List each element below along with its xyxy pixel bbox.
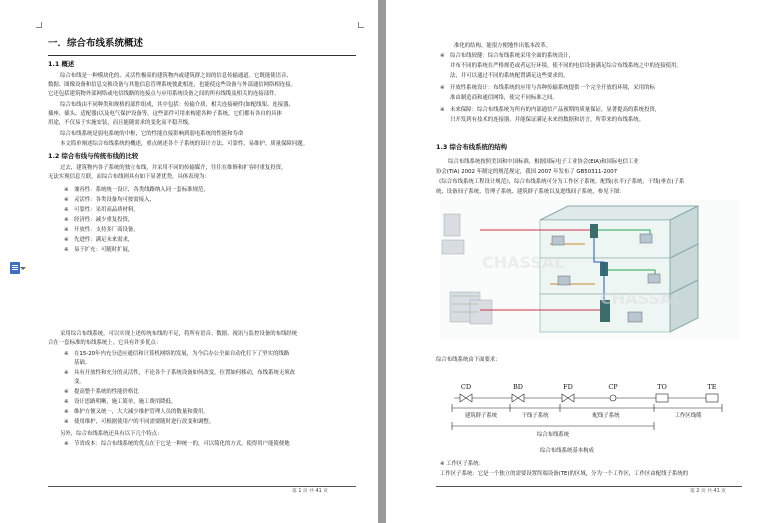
paragraph-line: 插座、插头、适配器)以及电气保护设备等。这些部件可用来构建各种子系统，它们都有各自的具体 xyxy=(48,111,282,117)
crop-mark xyxy=(358,22,364,28)
cabling-illustration xyxy=(440,200,740,340)
page-number: 第 2 页 共 41 页 xyxy=(690,489,726,494)
paragraph-line: 综合布线系统按照美国和中国标准，根据国际电子工业协会(EIA)和国际电信工业 xyxy=(448,159,639,165)
figure-caption: 综合布线系统由下面要求： xyxy=(436,357,501,363)
list-item: ※ 使用维护，可根据使用户的不同需要随时进行改变和调整。 xyxy=(64,419,215,425)
node-fd: FD xyxy=(563,383,573,391)
node-cp: CP xyxy=(608,383,618,391)
paragraph-line: 准化的结构，能很方便地作出低本改革。 xyxy=(454,43,552,49)
svg-text:CHASSAL: CHASSAL xyxy=(482,253,565,272)
list-item: ※ 开放性：支持多厂商设备， xyxy=(64,227,139,233)
diagram-caption: 综合布线系统基本构成 xyxy=(540,448,594,454)
list-item: ※ 兼容性：系统统一设计，各类线路纳入同一套标准规范， xyxy=(64,187,209,193)
paragraph-line: 《综合布线系统工程设计规范》，综合布线系统可分为工作区子系统、配线(水平)子系统、干线(垂直)子系 xyxy=(436,179,685,185)
cabling-structure-diagram xyxy=(448,382,728,452)
list-item: ※ 提高整个系统的性能价格比 xyxy=(64,389,139,395)
list-item: ※ 易于扩充：可随时扩展， xyxy=(64,247,134,253)
list-item: ※ 可靠性：采用高品质材料， xyxy=(64,207,139,213)
footer-rule xyxy=(436,486,742,487)
document-page-left xyxy=(0,0,378,523)
section-heading: 1.1 概述 xyxy=(48,60,75,68)
paragraph-line: 无法实现信息互联，而综合布线则具有如下显著优势，具体表现为： xyxy=(48,174,210,180)
list-item: ※ 未来保障：综合布线系统为所有的内部通信产品预期的质量保证，显著提高的系统投资， xyxy=(440,107,661,113)
label-integrated-cabling: 综合布线系统 xyxy=(536,432,570,438)
paragraph-line: 合在一套标准的布线系统上。它具有许多优点： xyxy=(48,340,162,346)
list-item: ※ 节省成本：综合布线系统的优点在于它是一种统一的，可以简化的方式，使得用户能简便地 xyxy=(64,441,290,447)
node-bd: BD xyxy=(513,383,523,391)
paragraph-line: 协会(TIA) 2002 年制定的规范规定，我国 2007 年发布了 GB50311-2007 xyxy=(436,169,618,175)
building-cabling-graphic xyxy=(440,200,740,340)
node-te: TE xyxy=(707,383,717,391)
node-to: TO xyxy=(657,383,667,391)
chapter-title: 一．综合布线系统概述 xyxy=(48,38,144,49)
paragraph-line: 它还包括建筑物外部网络或电信线路的连接点与应用系统设备之间的所有线缆及相关的连接部件。 xyxy=(48,91,280,97)
paragraph-line: 综合布线由不同种类和规格的部件组成，其中包括：传输介质、相关连接硬件(如配线架、连接器、 xyxy=(60,102,294,108)
paragraph-line: 用途，不仅易于实施安装，而且能随需求的变化而平稳升级。 xyxy=(48,120,194,126)
paragraph-line: 本文简单阐述综合布线系统的概述，重点阐述各个子系统的设计方法、可靠性、易维护、质量保障问题。 xyxy=(60,141,308,147)
label-campus-subsystem: 建筑群子系统 xyxy=(464,413,498,419)
section-heading: 1.3 综合布线系统的结构 xyxy=(436,143,508,151)
paragraph-line: 只开发到有技术的连接器，并能保证满足未来的数据和语言，所带来的布线系统。 xyxy=(450,117,645,123)
paragraph-line: 数据、图像设备和信息交换设备与其他信息管理系统彼此相连，也能使这些设备与外部通信网络相连接。 xyxy=(48,82,296,88)
list-item: ※ 在15-20年内充分适应通信和计算机网络的发展，为今后办公全面自动化打下了坚实的线路 xyxy=(64,351,290,357)
list-item: ※ 具有开放性和充分的灵活性，不论各个子系统设备如何改变，位置如何移动，布线系统无须改 xyxy=(64,370,296,376)
paragraph-line: ※ 工作区子系统： xyxy=(440,461,484,467)
list-item: 变。 xyxy=(74,379,85,385)
node-cd: CD xyxy=(460,383,472,391)
section-heading: 1.2 综合布线与传统布线的比较 xyxy=(48,152,139,160)
label-backbone-subsystem: 干线子系统 xyxy=(521,413,549,419)
svg-text:CHASSAL: CHASSAL xyxy=(600,289,683,308)
page-gutter xyxy=(378,0,386,523)
list-item: 基础。 xyxy=(74,360,91,366)
paragraph-line: 综合布线系统是弱电系统的中枢，它的性能直接影响到弱电系统的性能和寿命 xyxy=(60,131,244,137)
paragraph-line: 另外，综合布线系统还具有以下几个特点： xyxy=(60,431,163,437)
paragraph-line: 准由制造商和通信网络，使完不同标准之间。 xyxy=(450,95,558,101)
paragraph-line: 工作区子系统：它是一个独立的需要设置终端设备(TE)的区域，分为一个工作区，工作区由配线子系统的 xyxy=(440,471,689,477)
list-item: ※ 维护方便又统一，大大减少维护管理人员的数量和费用。 xyxy=(64,409,209,415)
label-work-area-cable: 工作区线缆 xyxy=(674,413,702,419)
crop-mark xyxy=(36,22,42,28)
document-icon[interactable] xyxy=(10,262,20,274)
paragraph-line: 过去，建筑物内各子系统的独立布线，并采用不同的传输媒介，往往在维修和扩容时重复投资， xyxy=(60,165,287,171)
paragraph-line: 统、设备间子系统、管理子系统、建筑群子系统以及进线间子系统，参见下图： xyxy=(436,189,625,195)
title-divider xyxy=(48,55,356,56)
paragraph-line: 综合布线是一种模块化的、灵活性极高的建筑物内或建筑群之间的信息传输通道。它既能使语音、 xyxy=(60,73,292,79)
label-horizontal-subsystem: 配线子系统 xyxy=(592,413,620,419)
list-item: ※ 先进性：满足未来需求， xyxy=(64,237,134,243)
paragraph-line: 法，并可以通过不同的系统配置满足这些要求的。 xyxy=(450,73,569,79)
paragraph-line: 采用综合布线系统，可以实现上述传统布线的不足，将所有语音、数据、视讯与监控设备的布线经统 xyxy=(60,331,298,337)
list-item: ※ 设计思路明晰，施工简单，施工费用降低。 xyxy=(64,399,177,405)
list-item: ※ 灵活性：各类设备均可按需接入， xyxy=(64,197,155,203)
list-item: ※ 综合布线较健：综合布线系统采用全面的系统设计， xyxy=(440,53,574,59)
list-item: ※ 经济性：减少重复投资， xyxy=(64,217,134,223)
page-number: 第 1 页 共 41 页 xyxy=(292,489,328,494)
footer-rule xyxy=(48,486,356,487)
paragraph-line: 并布不同的系统在严格规范或者运行环境，使不同的电信设备满足综合布线系统之中的连接使用。 xyxy=(450,63,682,69)
list-item: ※ 开放性系统设计：布线系统的应用与各种传输系统提供一个完全开放的环境，采用的标 xyxy=(440,85,655,91)
